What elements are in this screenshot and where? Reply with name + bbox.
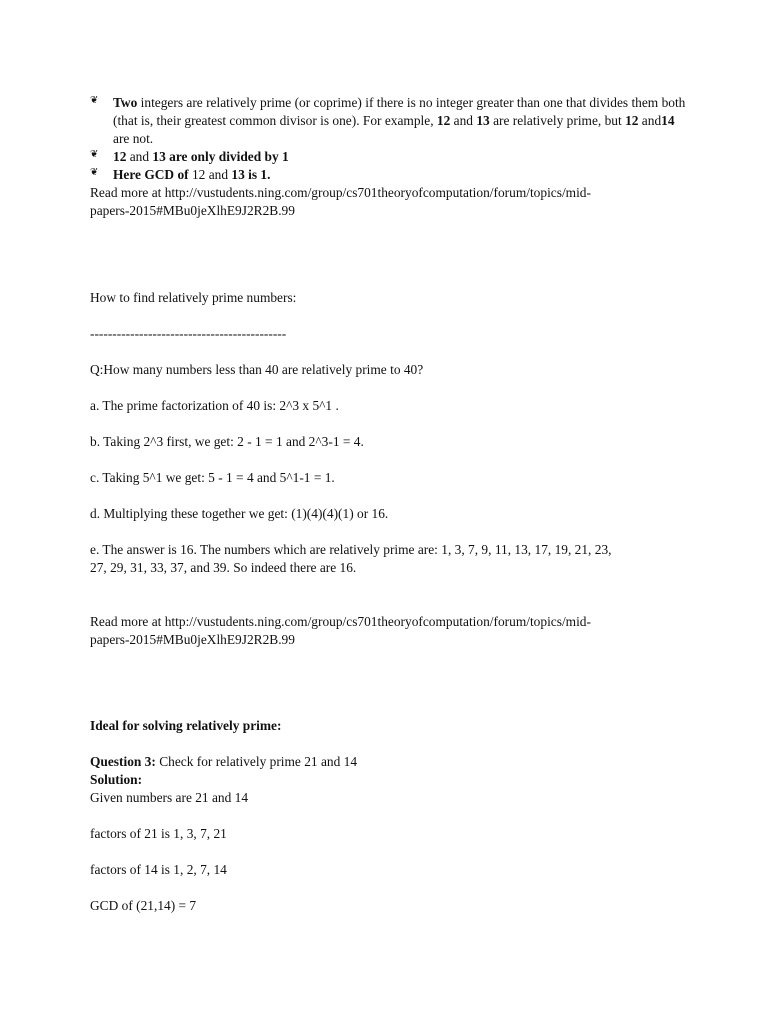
fleuron-bullet-icon: ❦ bbox=[90, 167, 99, 178]
step-d: d. Multiplying these together we get: (1)(4)(4)(1) or 16. bbox=[90, 506, 389, 521]
ideal-heading: Ideal for solving relatively prime: bbox=[90, 718, 282, 733]
factors-21: factors of 21 is 1, 3, 7, 21 bbox=[90, 826, 227, 841]
step-c: c. Taking 5^1 we get: 5 - 1 = 4 and 5^1-1 = 1. bbox=[90, 470, 335, 485]
step-e: e. The answer is 16. The numbers which are relatively prime are: 1, 3, 7, 9, 11, 13, 17, 19, 21, 23, 27, 29, 31, 33, 37, and 39. So indeed there are 16. bbox=[90, 542, 612, 575]
given-numbers: Given numbers are 21 and 14 bbox=[90, 790, 249, 805]
fleuron-bullet-icon: ❦ bbox=[90, 149, 99, 160]
bullet-item-gcd: ❦ Here GCD of 12 and 13 is 1. bbox=[90, 166, 693, 184]
dash-divider: -------------------------------------------- bbox=[90, 326, 287, 341]
step-b: b. Taking 2^3 first, we get: 2 - 1 = 1 and 2^3-1 = 4. bbox=[90, 434, 364, 449]
step-a: a. The prime factorization of 40 is: 2^3 x 5^1 . bbox=[90, 398, 339, 413]
how-to-heading: How to find relatively prime numbers: bbox=[90, 290, 297, 305]
factors-14: factors of 14 is 1, 2, 7, 14 bbox=[90, 862, 227, 877]
solution-label: Solution: bbox=[90, 772, 143, 787]
read-more-link-2[interactable]: Read more at http://vustudents.ning.com/group/cs701theoryofcomputation/forum/topics/mid- papers-2015#MBu0jeXlhE9J2R2B.99 bbox=[90, 614, 591, 647]
fleuron-bullet-icon: ❦ bbox=[90, 95, 99, 106]
bullet-item-divisors: ❦ 12 and 13 are only divided by 1 bbox=[90, 148, 693, 166]
question-text: Q:How many numbers less than 40 are relatively prime to 40? bbox=[90, 362, 424, 377]
question-3: Question 3: Check for relatively prime 21 and 14 bbox=[90, 754, 358, 769]
read-more-link-1[interactable]: Read more at http://vustudents.ning.com/group/cs701theoryofcomputation/forum/topics/mid- papers-2015#MBu0jeXlhE9J2R2B.99 bbox=[90, 185, 591, 218]
bullet-item-definition: ❦ Two integers are relatively prime (or coprime) if there is no integer greater than one that divides them both (that is, their greatest common divisor is one). For example, 12 and 13 are relatively prime, but 12 and14 are not. bbox=[90, 94, 693, 148]
gcd-result: GCD of (21,14) = 7 bbox=[90, 898, 197, 913]
